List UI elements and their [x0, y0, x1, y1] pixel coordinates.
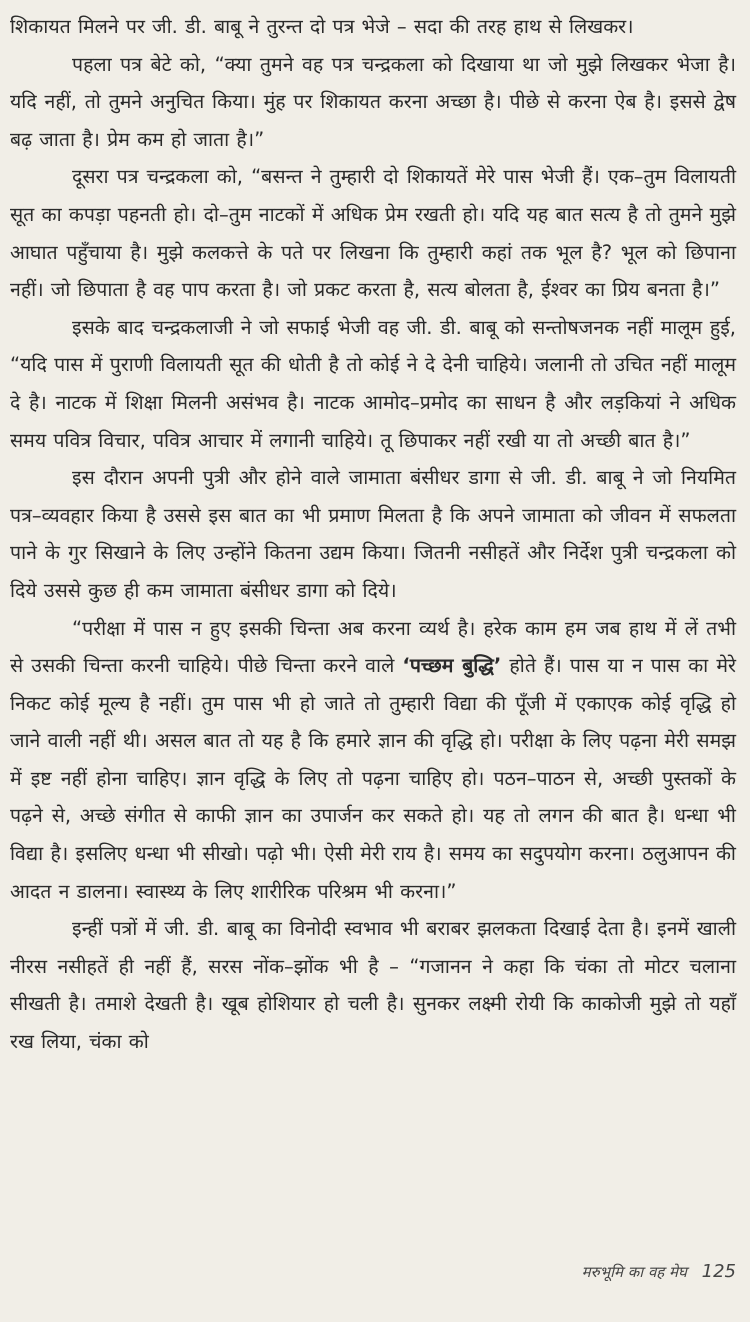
bold-phrase: ‘पच्छम बुद्धि’: [402, 654, 502, 678]
paragraph-6-rest: होते हैं। पास या न पास का मेरे निकट कोई मूल्य है नहीं। तुम पास भी हो जाते तो तुम्हारी विद्या की पूँजी में एकाएक कोई वृद्धि हो जाने वाली नहीं थी। असल बात तो यह है कि हमारे ज्ञान की वृद्धि हो। परीक्षा के लिए पढ़ना मेरी समझ में इष्ट नहीं होना चाहिए। ज्ञान वृद्धि के लिए तो पढ़ना चाहिए हो। पठन–पाठन से, अच्छी पुस्तकों के पढ़ने से, अच्छे संगीत से काफी ज्ञान का उपार्जन कर सकते हो। यह तो लगन की बात है। धन्धा भी विद्या है। इसलिए धन्धा भी सीखो। पढ़ो भी। ऐसी मेरी राय है। समय का सदुपयोग करना। ठलुआपन की आदत न डालना। स्वास्थ्य के लिए शारीरिक परिश्रम भी करना।”: [10, 654, 736, 903]
paragraph-4: इसके बाद चन्द्रकलाजी ने जो सफाई भेजी वह जी. डी. बाबू को सन्तोषजनक नहीं मालूम हुई, “यदि पास में पुराणी विलायती सूत की धोती है तो कोई ने दे देनी चाहिये। जलानी तो उचित नहीं मालूम दे है। नाटक में शिक्षा मिलनी असंभव है। नाटक आमोद–प्रमोद का साधन है और लड़कियां ने अधिक समय पवित्र विचार, पवित्र आचार में लगानी चाहिये। तू छिपाकर नहीं रखी या तो अच्छी बात है।”: [10, 315, 736, 452]
body-text: [10, 8, 736, 1061]
page-footer: [582, 1261, 736, 1282]
paragraph-2: पहला पत्र बेटे को, “क्या तुमने वह पत्र चन्द्रकला को दिखाया था जो मुझे लिखकर भेजा है। यदि नहीं, तो तुमने अनुचित किया। मुंह पर शिकायत करना अच्छा है। पीछे से करना ऐब है। इससे द्वेष बढ़ जाता है। प्रेम कम हो जाता है।”: [10, 52, 736, 151]
paragraph-6-start: “परीक्षा में पास न हुए इसकी चिन्ता अब करना व्यर्थ है। हरेक काम हम जब हाथ में लें तभी से उसकी चिन्ता करनी चाहिये। पीछे चिन्ता करने वाले: [10, 616, 736, 678]
paragraph-7: इन्हीं पत्रों में जी. डी. बाबू का विनोदी स्वभाव भी बराबर झलकता दिखाई देता है। इनमें खाली नीरस नसीहतें ही नहीं हैं, सरस नोंक–झोंक भी है – “गजानन ने कहा कि चंका तो मोटर चलाना सीखती है। तमाशे देखती है। खूब होशियार हो चली है। सुनकर लक्ष्मी रोयी कि काकोजी मुझे तो यहाँ रख लिया, चंका को: [10, 917, 736, 1054]
paragraph-3: दूसरा पत्र चन्द्रकला को, “बसन्त ने तुम्हारी दो शिकायतें मेरे पास भेजी हैं। एक–तुम विलायती सूत का कपड़ा पहनती हो। दो–तुम नाटकों में अधिक प्रेम रखती हो। यदि यह बात सत्य है तो तुमने मुझे आघात पहुँचाया है। मुझे कलकत्ते के पते पर लिखना कि तुम्हारी कहां तक भूल है? भूल को छिपाना नहीं। जो छिपाता है वह पाप करता है। जो प्रकट करता है, सत्य बोलता है, ईश्वर का प्रिय बनता है।”: [10, 165, 736, 302]
paragraph-6: [10, 610, 736, 911]
paragraph-1: शिकायत मिलने पर जी. डी. बाबू ने तुरन्त दो पत्र भेजे – सदा की तरह हाथ से लिखकर।: [10, 15, 634, 38]
page-number: 125: [701, 1261, 736, 1282]
running-title: मरुभूमि का वह मेघ: [581, 1263, 687, 1281]
paragraph-5: इस दौरान अपनी पुत्री और होने वाले जामाता बंसीधर डागा से जी. डी. बाबू ने जो नियमित पत्र–व्यवहार किया है उससे इस बात का भी प्रमाण मिलता है कि अपने जामाता को जीवन में सफलता पाने के गुर सिखाने के लिए उन्होंने कितना उद्यम किया। जितनी नसीहतें और निर्देश पुत्री चन्द्रकला को दिये उससे कुछ ही कम जामाता बंसीधर डागा को दिये।: [10, 466, 736, 602]
